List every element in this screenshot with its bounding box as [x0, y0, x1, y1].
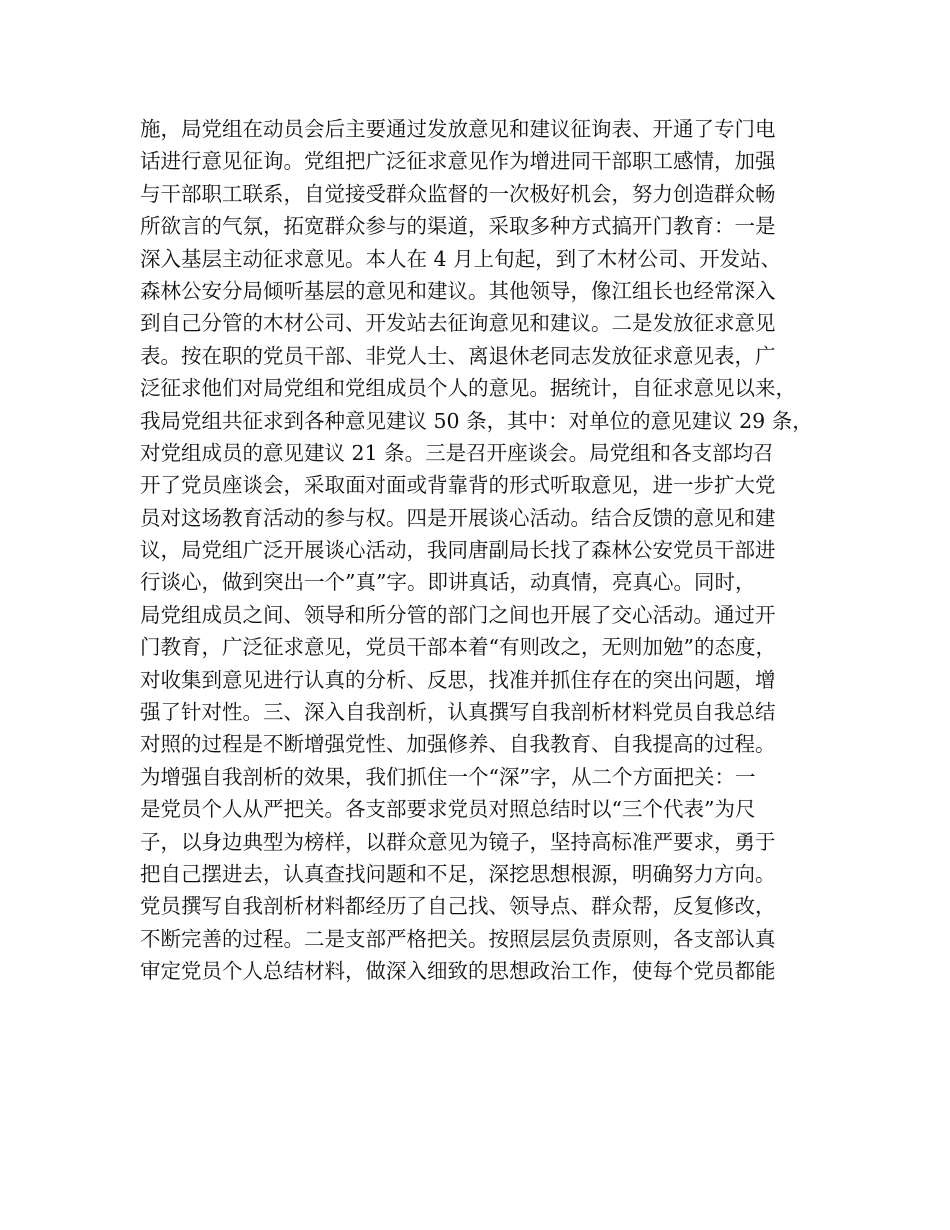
text-line: 我局党组共征求到各种意见建议 50 条，其中：对单位的意见建议 29 条， — [140, 408, 813, 433]
text-line: 对党组成员的意见建议 21 条。三是召开座谈会。局党组和各支部均召 — [140, 440, 774, 465]
text-line: 是党员个人从严把关。各支部要求党员对照总结时以“三个代表”为尺 — [140, 797, 756, 822]
text-line: 到自己分管的木材公司、开发站去征询意见和建议。二是发放征求意见 — [140, 311, 776, 336]
text-line: 子，以身边典型为榜样，以群众意见为镜子，坚持高标准严要求，勇于 — [140, 829, 776, 854]
text-line: 党员撰写自我剖析材料都经历了自己找、领导点、群众帮，反复修改， — [140, 894, 776, 919]
text-line: 行谈心，做到突出一个”真”字。即讲真话，动真情，亮真心。同时， — [140, 570, 756, 595]
text-line: 员对这场教育活动的参与权。四是开展谈心活动。结合反馈的意见和建 — [140, 505, 776, 530]
text-line: 所欲言的气氛，拓宽群众参与的渠道，采取多种方式搞开门教育：一是 — [140, 214, 776, 239]
text-line: 与干部职工联系，自觉接受群众监督的一次极好机会，努力创造群众畅 — [140, 181, 776, 206]
text-line: 强了针对性。三、深入自我剖析，认真撰写自我剖析材料党员自我总结 — [140, 700, 776, 725]
text-line: 表。按在职的党员干部、非党人士、离退休老同志发放征求意见表，广 — [140, 343, 776, 368]
text-line: 为增强自我剖析的效果，我们抓住一个“深”字，从二个方面把关：一 — [140, 764, 756, 789]
text-line: 审定党员个人总结材料，做深入细致的思想政治工作，使每个党员都能 — [140, 959, 776, 984]
text-line: 局党组成员之间、领导和所分管的部门之间也开展了交心活动。通过开 — [140, 602, 776, 627]
text-line: 不断完善的过程。二是支部严格把关。按照层层负责原则，各支部认真 — [140, 926, 776, 951]
text-line: 话进行意见征询。党组把广泛征求意见作为增进同干部职工感情，加强 — [140, 149, 776, 174]
text-line: 泛征求他们对局党组和党组成员个人的意见。据统计，自征求意见以来， — [140, 376, 796, 401]
text-line: 对照的过程是不断增强党性、加强修养、自我教育、自我提高的过程。 — [140, 732, 776, 757]
document-body — [140, 113, 830, 988]
text-line: 深入基层主动征求意见。本人在 4 月上旬起，到了木材公司、开发站、 — [140, 246, 782, 271]
text-line: 施，局党组在动员会后主要通过发放意见和建议征询表、开通了专门电 — [140, 117, 776, 141]
text-line: 森林公安分局倾听基层的意见和建议。其他领导，像江组长也经常深入 — [140, 278, 776, 303]
text-line: 议，局党组广泛开展谈心活动，我同唐副局长找了森林公安党员干部进 — [140, 538, 776, 563]
text-line: 对收集到意见进行认真的分析、反思，找准并抓住存在的突出问题，增 — [140, 667, 776, 692]
text-line: 开了党员座谈会，采取面对面或背靠背的形式听取意见，进一步扩大党 — [140, 473, 776, 498]
text-line: 把自己摆进去，认真查找问题和不足，深挖思想根源，明确努力方向。 — [140, 861, 776, 886]
text-line: 门教育，广泛征求意见，党员干部本着“有则改之，无则加勉”的态度， — [140, 635, 776, 660]
